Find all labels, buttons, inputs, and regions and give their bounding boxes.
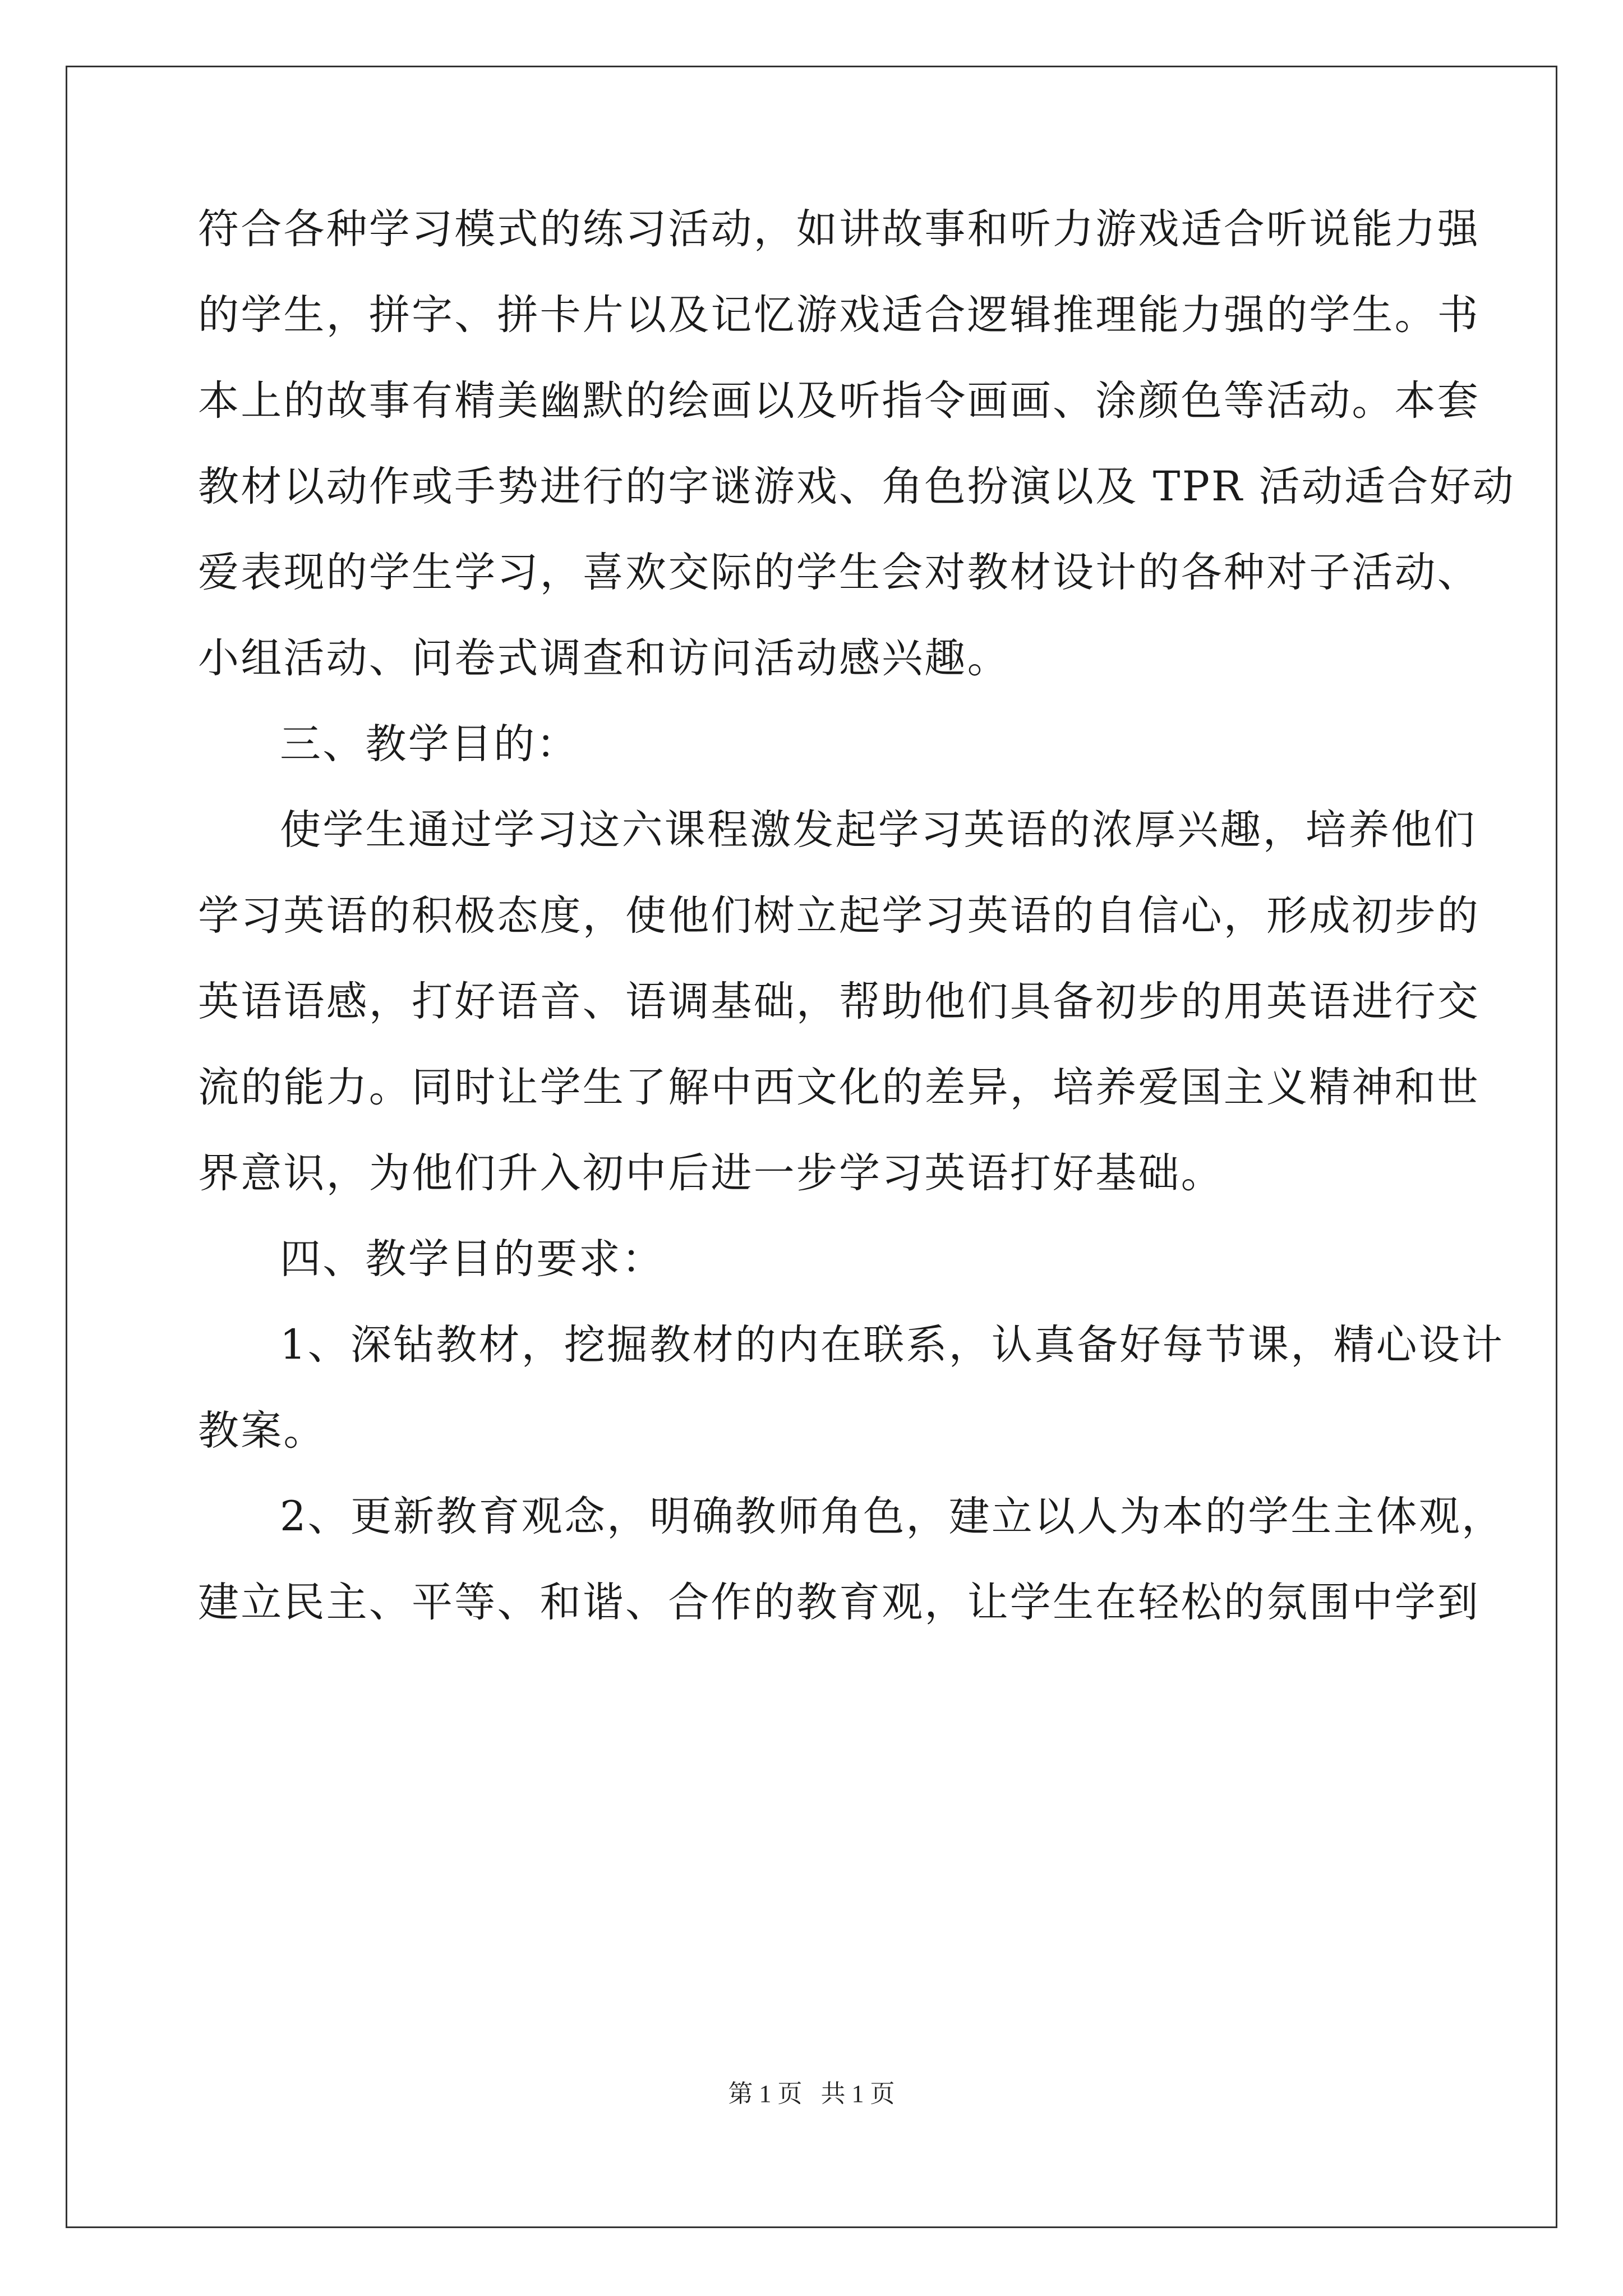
text-line: 学习英语的积极态度，使他们树立起学习英语的自信心，形成初步的 (198, 892, 1480, 940)
text-line: 流的能力。同时让学生了解中西文化的差异，培养爱国主义精神和世 (198, 1064, 1480, 1111)
page-number: 第 1 页 (728, 2080, 803, 2108)
footer-spacer (803, 2080, 821, 2108)
text-line: 建立民主、平等、和谐、合作的教育观，让学生在轻松的氛围中学到 (198, 1579, 1480, 1626)
text-line: 界意识，为他们升入初中后进一步学习英语打好基础。 (198, 1149, 1224, 1197)
text-line: 教材以动作或手势进行的字谜游戏、角色扮演以及 TPR 活动适合好动 (198, 463, 1515, 510)
text-line: 使学生通过学习这六课程激发起学习英语的浓厚兴趣，培养他们 (280, 806, 1477, 854)
text-line: 的学生，拼字、拼卡片以及记忆游戏适合逻辑推理能力强的学生。书 (198, 291, 1480, 339)
section-heading: 四、教学目的要求： (280, 1235, 665, 1283)
page-total: 共 1 页 (820, 2080, 895, 2108)
text-line: 英语语感，打好语音、语调基础，帮助他们具备初步的用英语进行交 (198, 978, 1480, 1025)
text-line: 教案。 (198, 1407, 326, 1455)
text-line: 本上的故事有精美幽默的绘画以及听指令画画、涂颜色等活动。本套 (198, 377, 1480, 425)
text-line: 1、深钻教材，挖掘教材的内在联系，认真备好每节课，精心设计 (280, 1321, 1505, 1369)
text-line: 2、更新教育观念，明确教师角色，建立以人为本的学生主体观， (280, 1493, 1505, 1540)
section-heading: 三、教学目的： (280, 720, 579, 768)
document-body (198, 205, 1515, 1668)
page-footer (0, 2080, 1623, 2108)
text-line: 符合各种学习模式的练习活动，如讲故事和听力游戏适合听说能力强 (198, 205, 1480, 253)
text-line: 爱表现的学生学习，喜欢交际的学生会对教材设计的各种对子活动、 (198, 549, 1480, 596)
text-line: 小组活动、问卷式调查和访问活动感兴趣。 (198, 634, 1010, 682)
